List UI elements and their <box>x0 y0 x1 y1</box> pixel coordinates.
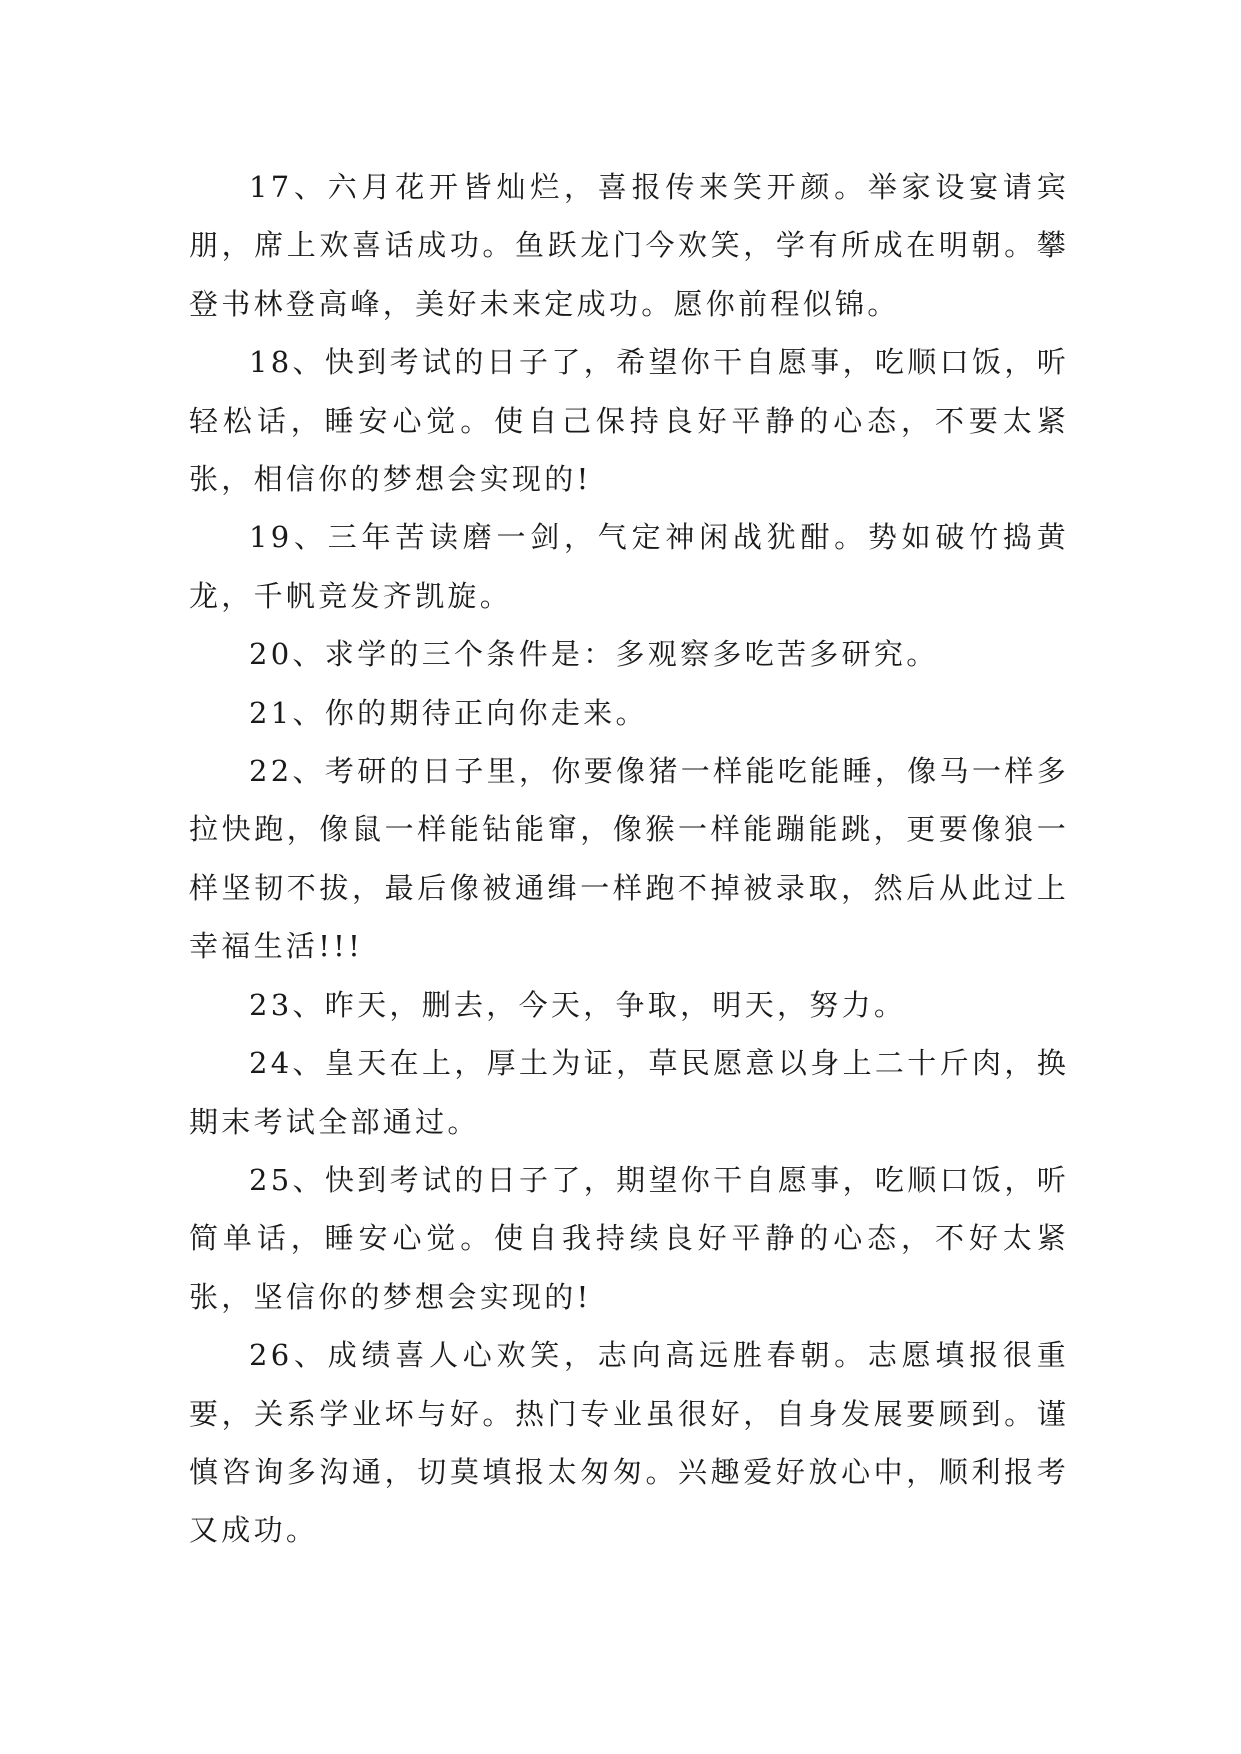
paragraph-23: 23、昨天，删去，今天，争取，明天，努力。 <box>249 987 907 1022</box>
paragraph-18: 18、快到考试的日子了，希望你干自愿事，吃顺口饭，听轻松话，睡安心觉。使自己保持良好平静的心态，不要太紧张，相信你的梦想会实现的! <box>189 345 1069 497</box>
paragraph-21: 21、你的期待正向你走来。 <box>249 695 648 730</box>
paragraph-25: 25、快到考试的日子了，期望你干自愿事，吃顺口饭，听简单话，睡安心觉。使自我持续良好平静的心态，不好太紧张，坚信你的梦想会实现的! <box>189 1162 1069 1314</box>
paragraph-19: 19、三年苦读磨一剑，气定神闲战犹酣。势如破竹捣黄龙，千帆竞发齐凯旋。 <box>189 520 1069 613</box>
paragraph-22: 22、考研的日子里，你要像猪一样能吃能睡，像马一样多拉快跑，像鼠一样能钻能窜，像猴一样能蹦能跳，更要像狼一样坚韧不拔，最后像被通缉一样跑不掉被录取，然后从此过上幸福生活!!! <box>189 754 1069 964</box>
document-body <box>189 158 1069 1560</box>
paragraph-17: 17、六月花开皆灿烂，喜报传来笑开颜。举家设宴请宾朋，席上欢喜话成功。鱼跃龙门今欢笑，学有所成在明朝。攀登书林登高峰，美好未来定成功。愿你前程似锦。 <box>189 170 1069 321</box>
paragraph-20: 20、求学的三个条件是：多观察多吃苦多研究。 <box>249 637 939 672</box>
paragraph-24: 24、皇天在上，厚土为证，草民愿意以身上二十斤肉，换期末考试全部通过。 <box>189 1046 1069 1139</box>
paragraph-26: 26、成绩喜人心欢笑，志向高远胜春朝。志愿填报很重要，关系学业坏与好。热门专业虽很好，自身发展要顾到。谨慎咨询多沟通，切莫填报太匆匆。兴趣爱好放心中，顺利报考又成功。 <box>189 1338 1069 1548</box>
